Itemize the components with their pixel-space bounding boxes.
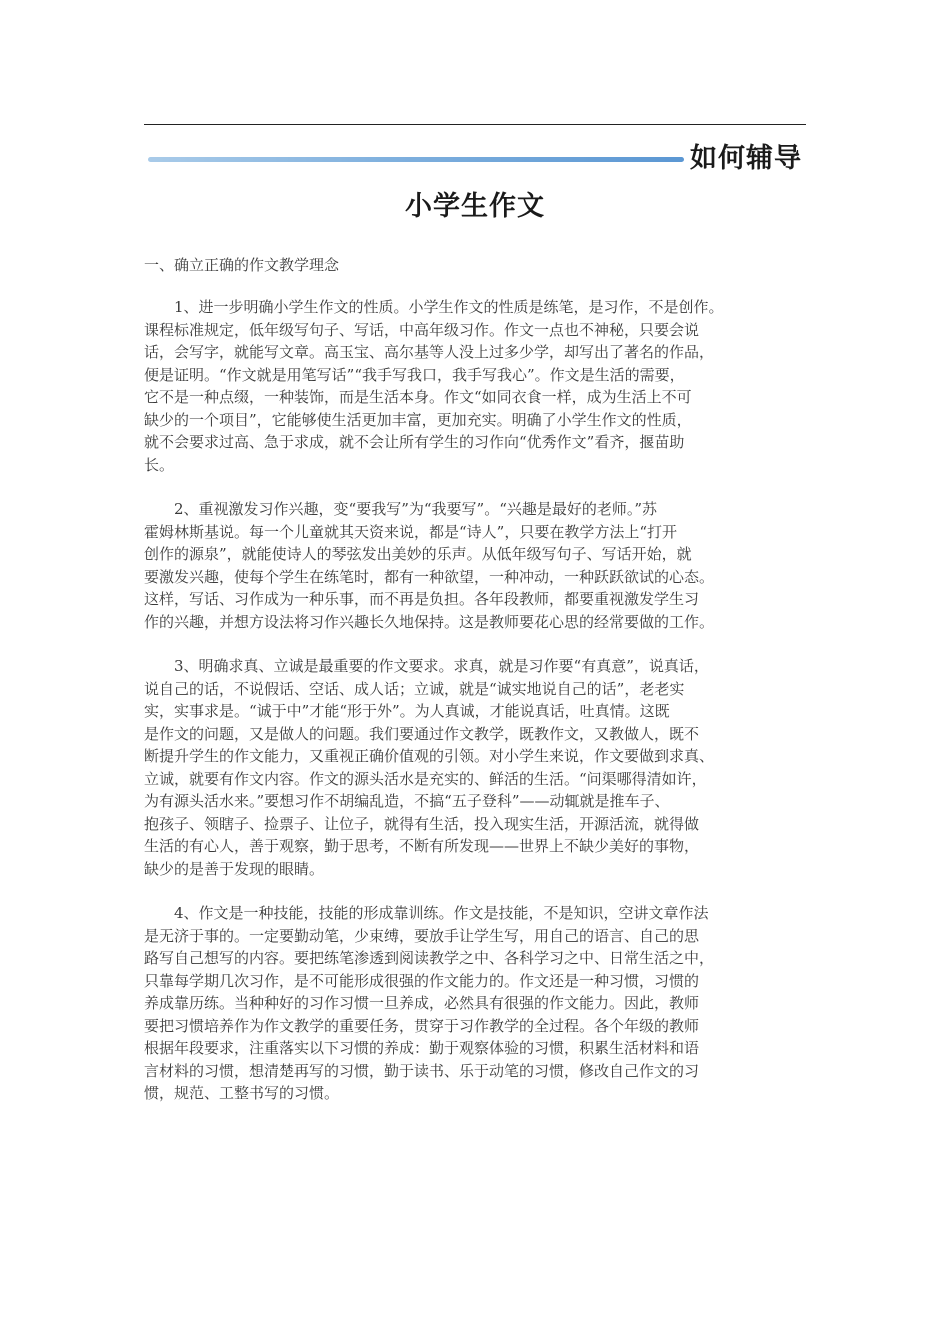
paragraph-line: 话，会写字，就能写文章。高玉宝、高尔基等人没上过多少学，却写出了著名的作品， [144,343,715,361]
paragraph-line: 这样，写话、习作成为一种乐事，而不再是负担。各年段教师，都要重视激发学生习 [144,590,700,608]
paragraph-3 [144,655,808,880]
top-rule [144,124,806,125]
paragraph-line: 养成靠历练。当种种好的习作习惯一旦养成，必然具有很强的作文能力。因此，教师 [144,994,700,1012]
paragraph-line: 4、作文是一种技能，技能的形成靠训练。作文是技能，不是知识，空讲文章作法 [174,904,709,922]
paragraph-line: 立诚，就要有作文内容。作文的源头活水是充实的、鲜活的生活。“问渠哪得清如许， [144,769,707,788]
paragraph-line: 缺少的是善于发现的眼睛。 [144,859,325,878]
paragraph-line: 便是证明。“作文就是用笔写话”“我手写我口，我手写我心”。作文是生活的需要， [144,365,685,384]
paragraph-line: 是作文的问题，又是做人的问题。我们要通过作文教学，既教作文，又教做人，既不 [144,724,700,743]
paragraph-line: 要激发兴趣，使每个学生在练笔时，都有一种欲望，一种冲动，一种跃跃欲试的心态。 [144,567,715,586]
page-title-line-1: 如何辅导 [690,143,802,174]
paragraph-4 [144,902,808,1105]
paragraph-2 [144,498,808,633]
paragraph-line: 1、进一步明确小学生作文的性质。小学生作文的性质是练笔，是习作，不是创作。 [174,298,724,316]
paragraph-line: 霍姆林斯基说。每一个儿童就其天资来说，都是“诗人”，只要在教学方法上“打开 [144,522,678,541]
paragraph-line: 生活的有心人，善于观察，勤于思考，不断有所发现——世界上不缺少美好的事物， [144,837,700,855]
paragraph-line: 是无济于事的。一定要勤动笔，少束缚，要放手让学生写，用自己的语言、自己的思 [144,926,700,945]
paragraph-line: 创作的源泉”，就能使诗人的琴弦发出美妙的乐声。从低年级写句子、写话开始，就 [144,545,692,563]
page-title-line-2: 小学生作文 [405,191,545,222]
paragraph-line: 路写自己想写的内容。要把练笔渗透到阅读教学之中、各科学习之中、日常生活之中， [144,949,715,967]
paragraph-line: 就不会要求过高、急于求成，就不会让所有学生的习作向“优秀作文”看齐，揠苗助 [144,433,685,451]
paragraph-line: 要把习惯培养作为作文教学的重要任务，贯穿于习作教学的全过程。各个年级的教师 [144,1016,700,1035]
paragraph-line: 3、明确求真、立诚是最重要的作文要求。求真，就是习作要“有真意”，说真话， [174,657,709,675]
section-heading: 一、确立正确的作文教学理念 [144,256,340,274]
paragraph-line: 2、重视激发习作兴趣，变“要我写”为“我要写”。“兴趣是最好的老师。”苏 [174,500,658,518]
paragraph-line: 为有源头活水来。”要想习作不胡编乱造，不搞“五子登科”——动辄就是推车子、 [144,792,670,810]
paragraph-1 [144,296,808,476]
paragraph-line: 断提升学生的作文能力，又重视正确价值观的引领。对小学生来说，作文要做到求真、 [144,747,715,765]
title-accent-bar [148,157,684,162]
paragraph-line: 惯，规范、工整书写的习惯。 [144,1084,340,1102]
paragraph-line: 抱孩子、领瞎子、捡票子、让位子，就得有生活，投入现实生活，开源活流，就得做 [144,814,700,833]
paragraph-line: 说自己的话，不说假话、空话、成人话；立诚，就是“诚实地说自己的话”，老老实 [144,679,685,698]
paragraph-line: 长。 [144,455,175,474]
paragraph-line: 实，实事求是。“诚于中”才能“形于外”。为人真诚，才能说真话，吐真情。这既 [144,702,670,720]
paragraph-line: 它不是一种点缀，一种装饰，而是生活本身。作文“如同衣食一样，成为生活上不可 [144,388,692,406]
paragraph-line: 作的兴趣，并想方设法将习作兴趣长久地保持。这是教师要花心思的经常要做的工作。 [144,612,715,631]
paragraph-line: 言材料的习惯，想清楚再写的习惯，勤于读书、乐于动笔的习惯，修改自己作文的习 [144,1061,700,1080]
paragraph-line: 缺少的一个项目”，它能够使生活更加丰富，更加充实。明确了小学生作文的性质， [144,410,692,429]
paragraph-line: 课程标准规定，低年级写句子、写话，中高年级习作。作文一点也不神秘，只要会说 [144,320,700,339]
body-content [144,296,808,1127]
paragraph-line: 根据年段要求，注重落实以下习惯的养成：勤于观察体验的习惯，积累生活材料和语 [144,1039,700,1057]
paragraph-line: 只靠每学期几次习作，是不可能形成很强的作文能力的。作文还是一种习惯，习惯的 [144,971,700,990]
